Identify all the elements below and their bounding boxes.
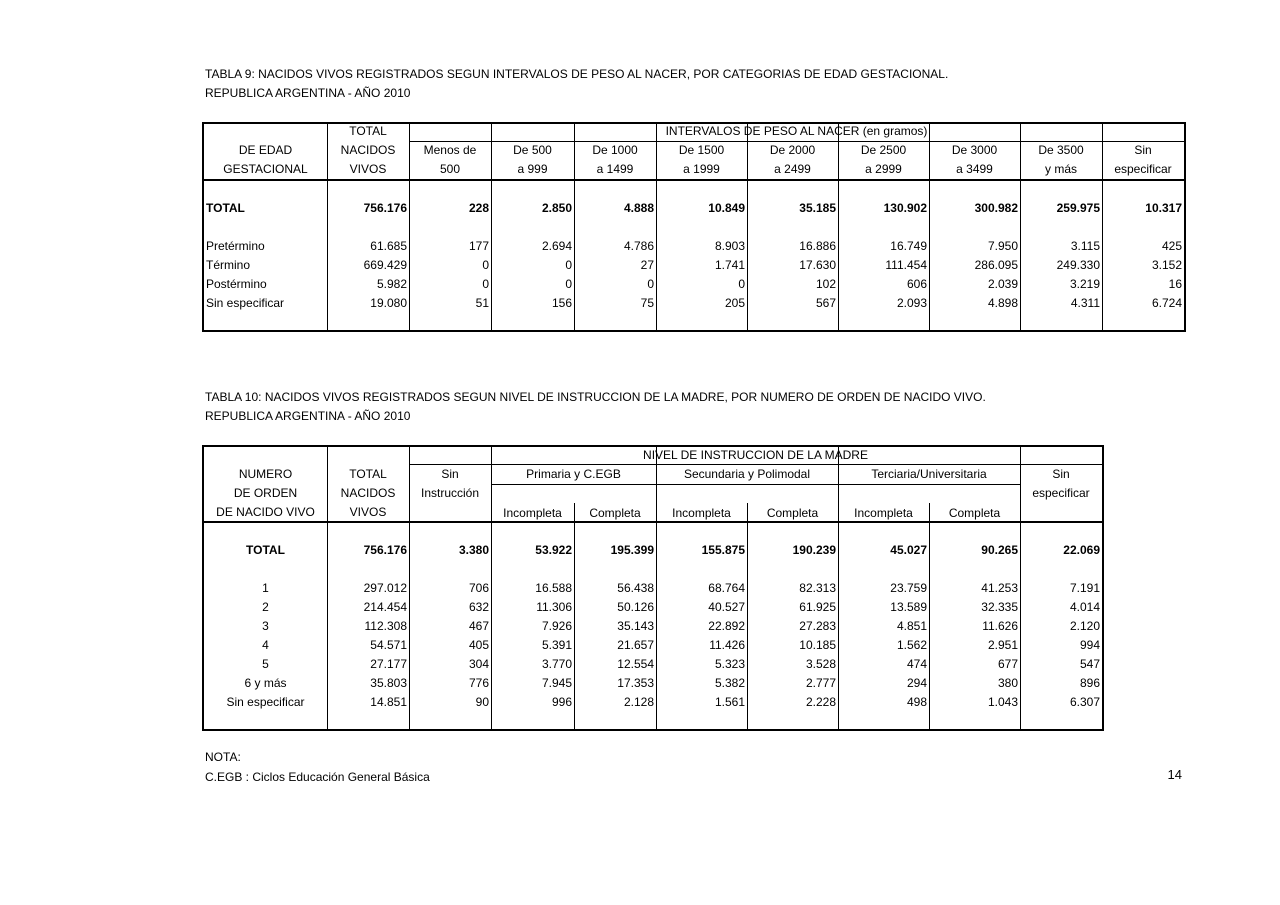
table-cell: 7.926 — [541, 619, 572, 633]
table-cell: 547 — [1079, 657, 1100, 671]
table-cell: 8.903 — [714, 239, 745, 253]
table-cell: 17.630 — [799, 258, 836, 272]
table-cell: 112.308 — [364, 619, 407, 633]
column-header: a 2499 — [774, 162, 811, 176]
table9-title: TABLA 9: NACIDOS VIVOS REGISTRADOS SEGUN INTERVALOS DE PESO AL NACER, POR CATEGORIAS DE EDAD GESTACIONAL. — [205, 67, 949, 81]
table10-subtitle: REPUBLICA ARGENTINA - AÑO 2010 — [205, 409, 411, 423]
stub-header: NUMERO — [238, 467, 293, 481]
table-cell: 4.888 — [623, 201, 654, 215]
table-cell: 51 — [475, 296, 489, 310]
table-cell: 669.429 — [363, 258, 407, 272]
table-cell: 0 — [482, 277, 489, 291]
table-cell: 32.335 — [981, 600, 1018, 614]
table-cell: 896 — [1079, 676, 1100, 690]
column-header: a 2999 — [865, 162, 902, 176]
table-cell: 53.922 — [535, 543, 572, 557]
table-cell: 17.353 — [617, 676, 654, 690]
table-cell: 22.069 — [1063, 543, 1100, 557]
table-cell: 102 — [815, 277, 836, 291]
table-cell: 7.945 — [541, 676, 572, 690]
column-subheader: Completa — [948, 506, 1001, 520]
row-label: 3 — [262, 619, 269, 633]
column-group-header: Terciaria/Universitaria — [871, 467, 987, 481]
table-cell: 27 — [640, 258, 654, 272]
table-cell: 16.588 — [535, 581, 572, 595]
table-cell: 4.898 — [987, 296, 1018, 310]
column-header: Sin — [1134, 143, 1152, 157]
table-cell: 0 — [565, 277, 572, 291]
column-subheader: Completa — [766, 506, 819, 520]
column-header: especificar — [1032, 486, 1090, 500]
column-header: De 500 — [513, 143, 552, 157]
table-cell: 1.561 — [714, 695, 745, 709]
table-cell: 35.803 — [370, 676, 407, 690]
row-label: Término — [206, 258, 251, 272]
column-header: a 1999 — [683, 162, 720, 176]
table-cell: 6.307 — [1069, 695, 1100, 709]
stub-header: DE EDAD — [238, 143, 293, 157]
table-cell: 467 — [468, 619, 489, 633]
column-header: Instrucción — [420, 486, 480, 500]
table-cell: 16.749 — [890, 239, 927, 253]
table-cell: 706 — [468, 581, 489, 595]
column-header: De 1000 — [592, 143, 638, 157]
column-header: Sin — [441, 467, 459, 481]
table-cell: 498 — [906, 695, 927, 709]
table-cell: 41.253 — [981, 581, 1018, 595]
table-cell: 16.886 — [799, 239, 836, 253]
table-cell: 249.330 — [1056, 258, 1100, 272]
table-cell: 1.043 — [987, 695, 1018, 709]
table-cell: 1.562 — [896, 638, 927, 652]
total-header: TOTAL — [349, 467, 387, 481]
table-cell: 405 — [468, 638, 489, 652]
group-header: INTERVALOS DE PESO AL NACER (en gramos) — [665, 124, 928, 138]
table-cell: 90 — [475, 695, 489, 709]
grid-line — [204, 179, 1184, 181]
table-cell: 2.120 — [1069, 619, 1100, 633]
table-cell: 10.317 — [1145, 201, 1182, 215]
row-label: Pretérmino — [206, 239, 265, 253]
table-cell: 82.313 — [799, 581, 836, 595]
stub-header: DE ORDEN — [233, 486, 298, 500]
table-cell: 22.892 — [708, 619, 745, 633]
column-header: a 1499 — [596, 162, 634, 176]
table-cell: 2.093 — [896, 296, 927, 310]
table-cell: 3.380 — [458, 543, 489, 557]
table-cell: 16 — [1168, 277, 1182, 291]
table-cell: 10.849 — [708, 201, 745, 215]
row-label: TOTAL — [206, 201, 245, 215]
table-cell: 10.185 — [799, 638, 836, 652]
table-cell: 35.143 — [617, 619, 654, 633]
row-label: Sin especificar — [206, 296, 285, 310]
table-cell: 3.115 — [1070, 239, 1100, 253]
table-cell: 3.528 — [805, 657, 836, 671]
table-cell: 567 — [815, 296, 836, 310]
table-cell: 2.128 — [623, 695, 654, 709]
table-cell: 13.589 — [890, 600, 927, 614]
table-cell: 111.454 — [885, 258, 927, 272]
table-cell: 0 — [565, 258, 572, 272]
table-cell: 21.657 — [617, 638, 654, 652]
table-cell: 259.975 — [1056, 201, 1100, 215]
table-cell: 380 — [997, 676, 1018, 690]
table-cell: 130.902 — [883, 201, 927, 215]
stub-header: GESTACIONAL — [223, 162, 308, 176]
table-cell: 90.265 — [981, 543, 1018, 557]
table-cell: 3.219 — [1069, 277, 1100, 291]
table10-title: TABLA 10: NACIDOS VIVOS REGISTRADOS SEGUN NIVEL DE INSTRUCCION DE LA MADRE, POR NUMERO DE ORDEN DE NACIDO VIVO. — [205, 390, 986, 404]
table-cell: 23.759 — [890, 581, 927, 595]
table-cell: 2.777 — [805, 676, 836, 690]
table-cell: 776 — [468, 676, 489, 690]
table9-subtitle: REPUBLICA ARGENTINA - AÑO 2010 — [205, 86, 411, 100]
column-header: Sin — [1052, 467, 1070, 481]
table-cell: 45.027 — [890, 543, 927, 557]
table-cell: 156 — [551, 296, 572, 310]
table-cell: 4.851 — [896, 619, 927, 633]
column-header: a 999 — [517, 162, 548, 176]
table-cell: 996 — [551, 695, 572, 709]
table-cell: 14.851 — [370, 695, 407, 709]
table10 — [202, 445, 1104, 731]
table-cell: 300.982 — [974, 201, 1018, 215]
table-cell: 297.012 — [363, 581, 407, 595]
table-cell: 4.786 — [623, 239, 654, 253]
table-cell: 6.724 — [1151, 296, 1182, 310]
table-cell: 195.399 — [610, 543, 654, 557]
table-cell: 61.925 — [799, 600, 836, 614]
row-label: 4 — [262, 638, 269, 652]
table-cell: 11.426 — [709, 638, 745, 652]
row-label: 2 — [262, 600, 269, 614]
table-cell: 50.126 — [617, 600, 654, 614]
table-cell: 7.950 — [987, 239, 1018, 253]
total-header: NACIDOS — [340, 143, 396, 157]
table-cell: 56.438 — [617, 581, 654, 595]
table-cell: 155.875 — [701, 543, 745, 557]
table-cell: 756.176 — [363, 201, 407, 215]
row-label: 5 — [262, 657, 269, 671]
row-label: 6 y más — [244, 676, 287, 690]
table-cell: 27.283 — [799, 619, 836, 633]
table-cell: 4.311 — [1070, 296, 1100, 310]
table-cell: 1.741 — [714, 258, 745, 272]
table-cell: 7.191 — [1069, 581, 1100, 595]
table-cell: 2.228 — [805, 695, 836, 709]
row-label: 1 — [262, 581, 269, 595]
table-cell: 27.177 — [370, 657, 407, 671]
table-cell: 19.080 — [370, 296, 407, 310]
table-cell: 214.454 — [363, 600, 407, 614]
column-header: especificar — [1114, 162, 1172, 176]
group-header: NIVEL DE INSTRUCCION DE LA MADRE — [643, 448, 868, 462]
table-cell: 0 — [738, 277, 745, 291]
total-header: NACIDOS — [340, 486, 396, 500]
column-header: 500 — [439, 162, 461, 176]
table9 — [202, 122, 1186, 332]
table-cell: 2.039 — [987, 277, 1018, 291]
column-subheader: Completa — [589, 506, 641, 520]
grid-line — [491, 484, 1020, 485]
table-cell: 304 — [468, 657, 489, 671]
row-label: Postérmino — [206, 277, 267, 291]
table-cell: 606 — [906, 277, 927, 291]
table-cell: 2.850 — [541, 201, 572, 215]
table-cell: 3.152 — [1151, 258, 1182, 272]
table-cell: 54.571 — [370, 638, 407, 652]
column-header: De 3500 — [1038, 143, 1084, 157]
column-header: a 3499 — [956, 162, 993, 176]
column-group-header: Primaria y C.EGB — [526, 467, 621, 481]
table-cell: 5.982 — [376, 277, 407, 291]
table-cell: 3.770 — [541, 657, 572, 671]
table-cell: 11.626 — [982, 619, 1018, 633]
row-label: Sin especificar — [226, 695, 305, 709]
table-cell: 994 — [1079, 638, 1100, 652]
table-cell: 68.764 — [708, 581, 745, 595]
table-cell: 12.554 — [617, 657, 654, 671]
total-header: VIVOS — [349, 162, 387, 176]
table-cell: 75 — [640, 296, 654, 310]
table-cell: 474 — [906, 657, 927, 671]
table-cell: 677 — [997, 657, 1018, 671]
column-header: De 2500 — [860, 143, 907, 157]
column-subheader: Incompleta — [672, 506, 731, 520]
table-cell: 35.185 — [799, 201, 836, 215]
table-cell: 632 — [468, 600, 489, 614]
table-cell: 5.323 — [714, 657, 745, 671]
table-cell: 190.239 — [792, 543, 836, 557]
total-header: TOTAL — [349, 124, 387, 138]
column-header: De 3000 — [951, 143, 998, 157]
table-cell: 0 — [647, 277, 654, 291]
table-cell: 4.014 — [1069, 600, 1100, 614]
column-header: y más — [1044, 162, 1077, 176]
table-cell: 205 — [724, 296, 745, 310]
table-cell: 11.306 — [536, 600, 572, 614]
table-cell: 61.685 — [370, 239, 407, 253]
table-cell: 2.694 — [541, 239, 572, 253]
table-cell: 0 — [482, 258, 489, 272]
column-subheader: Incompleta — [854, 506, 913, 520]
table-cell: 286.095 — [974, 258, 1018, 272]
column-group-header: Secundaria y Polimodal — [683, 467, 811, 481]
table-cell: 425 — [1161, 239, 1182, 253]
table-cell: 228 — [468, 201, 489, 215]
table-cell: 5.382 — [714, 676, 745, 690]
table-cell: 2.951 — [987, 638, 1018, 652]
column-header: De 2000 — [769, 143, 816, 157]
total-header: VIVOS — [349, 505, 387, 519]
row-label: TOTAL — [246, 543, 285, 557]
table-cell: 5.391 — [541, 638, 572, 652]
stub-header: DE NACIDO VIVO — [216, 505, 315, 519]
table-cell: 294 — [906, 676, 927, 690]
column-header: De 1500 — [678, 143, 725, 157]
table-cell: 177 — [468, 239, 489, 253]
table-cell: 40.527 — [708, 600, 745, 614]
page-number: 14 — [1167, 767, 1182, 782]
column-header: Menos de — [423, 143, 477, 157]
table-cell: 756.176 — [363, 543, 407, 557]
note-text: C.EGB : Ciclos Educación General Básica — [205, 770, 430, 784]
note-label: NOTA: — [205, 750, 241, 764]
column-subheader: Incompleta — [503, 506, 562, 520]
